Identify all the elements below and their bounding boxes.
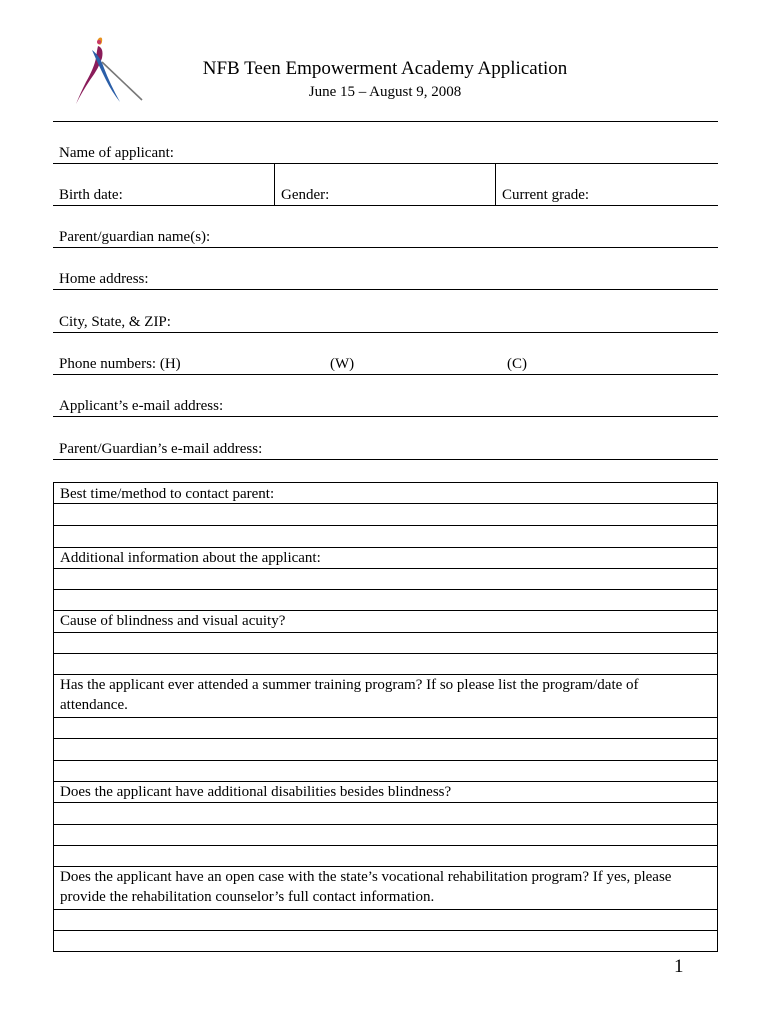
city-state-zip-label: City, State, & ZIP: [59, 314, 171, 330]
home-address-label: Home address: [59, 271, 149, 287]
program-dates: June 15 – August 9, 2008 [308, 84, 462, 100]
table-rule [54, 824, 717, 825]
table-rule [54, 930, 717, 931]
current-grade-label: Current grade: [502, 187, 590, 203]
column-divider [274, 164, 275, 206]
table-rule [54, 845, 717, 846]
parent-guardian-name-field[interactable] [53, 206, 718, 248]
table-rule [54, 760, 717, 761]
applicant-email-label: Applicant’s e-mail address: [59, 398, 224, 414]
birth-gender-grade-row [53, 164, 718, 206]
applicant-email-field[interactable] [53, 375, 718, 417]
gender-label: Gender: [281, 187, 330, 203]
column-divider [495, 164, 496, 206]
table-rule [54, 525, 717, 526]
home-address-field[interactable] [53, 248, 718, 290]
city-state-zip-field[interactable] [53, 291, 718, 333]
table-rule [54, 632, 717, 633]
parent-guardian-name-label: Parent/guardian name(s): [59, 229, 211, 245]
question-summer-program: Has the applicant ever attended a summer training program? If so please list the program/date of attendance. [60, 677, 639, 713]
question-contact-method: Best time/method to contact parent: [60, 486, 275, 502]
question-additional-info: Additional information about the applicant: [60, 550, 321, 566]
question-vocational-rehab: Does the applicant have an open case with the state’s vocational rehabilitation program? If yes, please provide the rehabilitation counselor’s full contact information. [60, 869, 672, 905]
table-rule [54, 802, 717, 803]
phone-cell-label: (C) [507, 356, 527, 372]
birth-date-label: Birth date: [59, 187, 123, 203]
phone-numbers-row[interactable] [53, 333, 718, 375]
table-rule [54, 589, 717, 590]
questions-table [53, 482, 718, 952]
phone-work-label: (W) [330, 356, 355, 372]
table-rule [54, 568, 717, 569]
parent-email-label: Parent/Guardian’s e-mail address: [59, 441, 263, 457]
table-rule [54, 738, 717, 739]
question-additional-disabilities: Does the applicant have additional disabilities besides blindness? [60, 784, 452, 800]
form-title: NFB Teen Empowerment Academy Application [202, 58, 568, 79]
phone-home-label: Phone numbers: (H) [59, 356, 181, 372]
name-of-applicant-field[interactable] [53, 122, 718, 164]
table-rule [54, 909, 717, 910]
name-of-applicant-label: Name of applicant: [59, 145, 174, 161]
question-cause-of-blindness: Cause of blindness and visual acuity? [60, 613, 286, 629]
table-rule [54, 717, 717, 718]
page-number: 1 [674, 956, 684, 977]
parent-email-field[interactable] [53, 418, 718, 460]
table-rule [54, 653, 717, 654]
